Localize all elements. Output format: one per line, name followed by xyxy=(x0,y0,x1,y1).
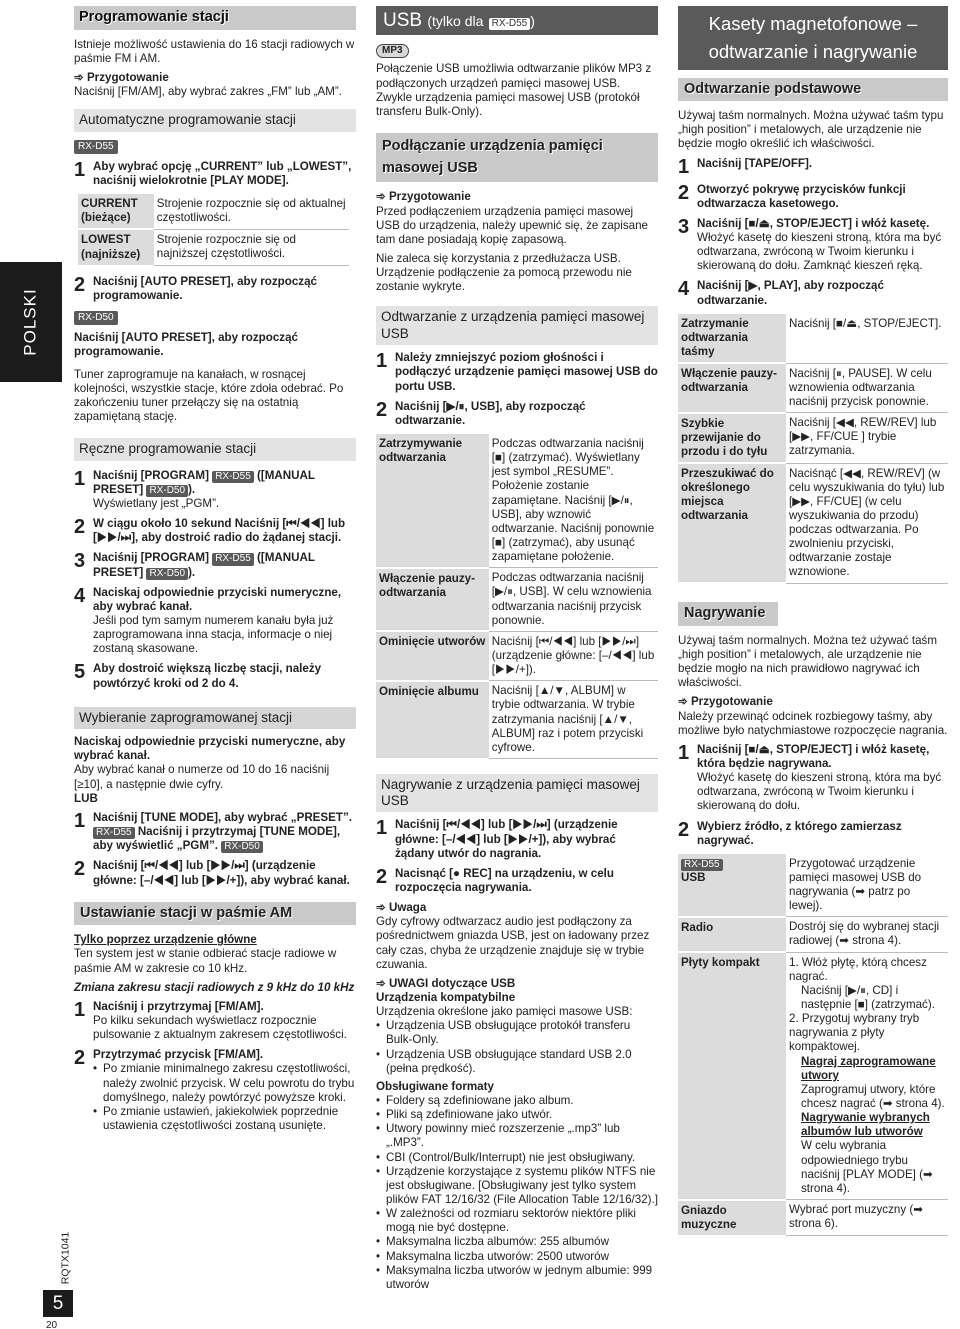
section-title-programowanie: Programowanie stacji xyxy=(74,6,356,30)
step-1: 1 Naciśnij [TAPE/OFF]. xyxy=(678,157,948,177)
step-text: Naciśnij [TUNE MODE], aby wybrać „PRESET”. xyxy=(93,810,352,824)
model-badge: RX-D55 xyxy=(93,827,135,839)
rx50-text: Naciśnij [AUTO PRESET], aby rozpocząć programowanie. xyxy=(74,331,298,359)
table-value: Przygotować urządzenie pamięci masowej USB do nagrywania (➡ patrz po lewej). xyxy=(786,854,948,917)
step-text: Naciśnij [PROGRAM] xyxy=(93,551,209,565)
step-note: Jeśli pod tym samym numerem kanału była już zaprogramowana inna stacja, informacje o niej zostaną skasowane. xyxy=(93,613,334,656)
model-badge: RX-D50 xyxy=(221,841,263,853)
column-2 xyxy=(376,6,658,1296)
model-badge: RX-D55 xyxy=(681,859,723,871)
prep-arrow-icon: ➾ xyxy=(678,695,688,709)
step-4: 4 Naciśnij [▶, PLAY], aby rozpocząć odtwarzanie. xyxy=(678,279,948,307)
step-text: Wybierz źródło, z którego zamierzasz nagrywać. xyxy=(697,819,902,847)
model-badge: RX-D55 xyxy=(489,18,531,30)
format-title: Obsługiwane formaty xyxy=(376,1079,494,1093)
notes-block xyxy=(376,977,658,991)
table-key: Włączenie pauzy-odtwarzania xyxy=(678,363,786,412)
prep-label: Przygotowanie xyxy=(388,190,471,204)
am-title: Ustawianie stacji w paśmie AM xyxy=(74,902,356,926)
prep-arrow-icon: ➾ xyxy=(74,70,84,84)
language-label: POLSKI xyxy=(20,288,40,356)
select-text: Aby wybrać kanał o numerze od 10 do 16 naciśnij [≥10], a następnie dwie cyfry. xyxy=(74,763,330,791)
note-arrow-icon: ➾ xyxy=(376,976,386,990)
step-text: ([MANUAL PRESET] xyxy=(93,551,315,579)
rec-usb-title: Nagrywanie z urządzenia pamięci masowej USB xyxy=(376,774,658,813)
play-title: Odtwarzanie z urządzenia pamięci masowej USB xyxy=(376,306,658,345)
step-text: Otworzyć pokrywę przycisków funkcji odtwarzacza kasetowego. xyxy=(697,182,906,210)
step-text: Naciśnij i przytrzymaj [FM/AM]. xyxy=(93,999,264,1013)
list-item: • Po zmianie minimalnego zakresu częstotliwości, należy zwolnić przycisk. W celu powrotu do trybu domyślnego, należy powtórzyć powyższe kroki. xyxy=(93,1062,356,1104)
list-item: 2. Przygotuj wybrany tryb nagrywania z płyty kompaktowej. xyxy=(789,1012,920,1054)
table-key: Przeszukiwać do określonego miejsca odtwarzania xyxy=(678,463,786,583)
list-item: 1. Włóż płytę, którą chcesz nagrać. xyxy=(789,955,927,983)
table-row xyxy=(678,854,948,917)
auto-note: Tuner zaprogramuje na kanałach, w rosnącej kolejności, wszystkie stacje, które zdoła odebrać. Po zakończeniu tuner przełączy się na ostatnią zapamiętaną stację. xyxy=(74,367,344,423)
step-text: W ciągu około 10 sekund Naciśnij [⏮/◀◀] lub [▶▶/⏭], aby dostroić radio do żądanej stacji. xyxy=(93,517,346,545)
step-5: 5 Aby dostroić większą liczbę stacji, należy powtórzyć kroki od 2 do 4. xyxy=(74,662,356,690)
model-badge: RX-D55 xyxy=(212,553,254,565)
list-item: • Utwory powinny mieć rozszerzenie „.mp3” lub „.MP3”. xyxy=(376,1122,658,1150)
list-item: • Foldery są zdefiniowane jako album. xyxy=(376,1094,658,1108)
table-value: Strojenie rozpocznie się od aktualnej częstotliwości. xyxy=(154,194,349,229)
list-item: • Maksymalna liczba utworów w jednym albumie: 999 utworów xyxy=(376,1264,658,1292)
table-key: Zatrzymywanie odtwarzania xyxy=(376,434,489,568)
step-2: 2 Naciśnij [AUTO PRESET], aby rozpocząć programowanie. xyxy=(74,275,356,303)
step-text: Naciskaj odpowiednie przyciski numeryczne, aby wybrać kanał. xyxy=(93,585,342,613)
source-table xyxy=(678,854,948,1237)
or-label: LUB xyxy=(74,791,98,805)
page-number: 5 xyxy=(43,1290,73,1317)
table-value: Naciśnij [▲/▼, ALBUM] w trybie odtwarzania. W trybie zatrzymania naciśnij [▲/▼, ALBUM] raz i potem przyciski cyfrowe. xyxy=(489,681,658,759)
step-text: Naciśnij [AUTO PRESET], aby rozpocząć programowanie. xyxy=(93,274,317,302)
select-title: Wybieranie zaprogramowanej stacji xyxy=(74,707,356,729)
list-item: • Pliki są zdefiniowane jako utwór. xyxy=(376,1108,658,1122)
prep-text: Należy przewinąć odcinek rozbiegowy taśmy, aby możliwe było natychmiastowe rozpoczęcie nagrania. xyxy=(678,709,948,737)
usb-title xyxy=(376,6,658,35)
step-2: 2 Otworzyć pokrywę przycisków funkcji odtwarzacza kasetowego. xyxy=(678,183,948,211)
prep-block xyxy=(376,190,658,204)
step-text: ([MANUAL PRESET] xyxy=(93,468,315,496)
table-value: Naciśnij [⏸, PAUSE]. W celu wznowienia odtwarzania naciśnij przycisk ponownie. xyxy=(786,363,948,412)
step-2: 2 Nacisnąć [● REC] na urządzeniu, w celu rozpoczęcia nagrywania. xyxy=(376,867,658,895)
mp3-badge: MP3 xyxy=(376,44,409,58)
table-value: Naciśnij [◀◀, REW/REV] lub [▶▶, FF/CUE ] trybie zatrzymania. xyxy=(786,413,948,463)
step-note: Wyświetlany jest „PGM”. xyxy=(93,496,220,510)
step-text: Naciśnij [▶/⏸, USB], aby rozpocząć odtwarzanie. xyxy=(395,399,586,427)
step-text: Naciśnij [▶, PLAY], aby rozpocząć odtwarzanie. xyxy=(697,279,884,307)
step-text: Naciśnij [■/⏏, STOP/EJECT] i włóż kasetę. xyxy=(697,216,930,230)
step-note: Włożyć kasetę do kieszeni stroną, która ma być odtwarzana, zwróconą w Twoim kierunku i skierowaną do dołu. xyxy=(697,771,942,813)
step-text: Należy zmniejszyć poziom głośności i podłączyć urządzenie pamięci masowej USB do portu USB. xyxy=(395,351,658,393)
usb-title-sub: (tylko dla xyxy=(427,13,484,29)
table-key: LOWEST (najniższe) xyxy=(78,229,154,265)
auto-table xyxy=(78,194,349,267)
language-tab xyxy=(0,262,62,382)
step-2: 2 Wybierz źródło, z którego zamierzasz nagrywać. xyxy=(678,820,948,848)
table-row xyxy=(678,463,948,583)
step-2: 2 W ciągu około 10 sekund Naciśnij [⏮/◀◀] lub [▶▶/⏭], aby dostroić radio do żądanej stacji. xyxy=(74,517,356,545)
table-row xyxy=(376,434,658,568)
list-item-text: Włóż płytę, którą chcesz nagrać. xyxy=(789,955,927,983)
step-text: Naciśnij [PROGRAM] xyxy=(93,468,209,482)
list-item-text: Naciśnij [▶/⏸, CD] i następnie [■] (zatrzymać). xyxy=(801,983,935,1012)
column-1 xyxy=(74,6,356,1143)
format-list xyxy=(376,1094,658,1292)
prep-block xyxy=(74,71,356,85)
usb-intro: Połączenie USB umożliwia odtwarzanie plików MP3 z podłączonych urządzeń pamięci masowej USB. Zwykle urządzenia pamięci masowej USB (protokół transferu Bulk-Only). xyxy=(376,62,652,118)
sub-text: Zaprogramuj utwory, które chcesz nagrać (➡ strona 4). xyxy=(801,1082,945,1111)
table-row xyxy=(376,681,658,759)
step-3: 3 Naciśnij [■/⏏, STOP/EJECT] i włóż kasetę. Włożyć kasetę do kieszeni stroną, która ma być odtwarzana, zwróconą w Twoim kierunku i skierowaną do dołu. Zamknąć kieszeń ręką. xyxy=(678,217,948,274)
prep-block xyxy=(678,695,948,709)
table-value: Naciśnij [⏮/◀◀] lub [▶▶/⏭] (urządzenie główne: [–/◀◀] lub [▶▶/+]). xyxy=(489,631,658,680)
table-row xyxy=(376,568,658,632)
model-badge: RX-D50 xyxy=(146,568,188,580)
table-row xyxy=(78,194,349,229)
manual-title: Ręczne programowanie stacji xyxy=(74,438,356,460)
model-badge: RX-D50 xyxy=(146,485,188,497)
uwaga-text: Gdy cyfrowy odtwarzacz audio jest podłączony za pośrednictwem gniazda USB, jest on ładowany przez cały czas, chyba że urządzenie znajduje się w trybie czuwania. xyxy=(376,915,650,971)
basic-table xyxy=(678,314,948,584)
notes-label: UWAGI dotyczące USB xyxy=(388,976,516,990)
table-row xyxy=(678,314,948,363)
step-text: Naciśnij [■/⏏, STOP/EJECT] i włóż kasetę, która będzie nagrywana. xyxy=(697,742,930,770)
step-1: 1 Należy zmniejszyć poziom głośności i podłączyć urządzenie pamięci masowej USB do portu USB. xyxy=(376,350,658,393)
step-1: 1 Naciśnij i przytrzymaj [FM/AM]. Po kilku sekundach wyświetlacz rozpocznie pulsowanie z aktualnym zakresem częstotliwości. xyxy=(74,1000,356,1042)
sub-title: Nagrywanie wybranych albumów lub utworów xyxy=(801,1111,930,1139)
list-item: • Po zmianie ustawień, jakiekolwiek poprzednie ustawienia częstotliwości zostaną usunięte. xyxy=(93,1105,356,1133)
list-item: • W zależności od rozmiaru sektorów niektóre pliki mogą nie być dostępne. xyxy=(376,1207,658,1235)
cassette-title: Kasety magnetofonowe – odtwarzanie i nagrywanie xyxy=(678,6,948,70)
prep-text: Naciśnij [FM/AM], aby wybrać zakres „FM” lub „AM”. xyxy=(74,85,342,99)
list-item: • Maksymalna liczba albumów: 255 albumów xyxy=(376,1235,658,1249)
basic-intro: Używaj taśm normalnych. Można używać taśm typu „high position” i metalowych, ale urządzenie nie będzie mogło określić ich właściwości. xyxy=(678,109,944,151)
step-text: Naciśnij i przytrzymaj [TUNE MODE], aby wyświetlić „PGM”. xyxy=(93,825,341,853)
compat-title: Urządzenia kompatybilne xyxy=(376,990,516,1004)
table-value: Dostrój się do wybranej stacji radiowej (➡ strona 4). xyxy=(786,917,948,952)
list-item: • Urządzenia USB obsługujące protokół transferu Bulk-Only. xyxy=(376,1019,658,1047)
table-value: Podczas odtwarzania naciśnij [■] (zatrzymać). Wyświetlany jest symbol „RESUME”. Położenie zostanie zapamiętane. Naciśnij [▶/⏸, USB], aby wznowić odtwarzanie. Naciśnij ponownie [■] (zatrzymać), aby usunąć zapamiętane położenie. xyxy=(489,434,658,568)
intro-text: Istnieje możliwość ustawienia do 16 stacji radiowych w paśmie FM i AM. xyxy=(74,37,355,65)
rec-title: Nagrywanie xyxy=(678,602,778,626)
rec-intro: Używaj taśm normalnych. Można też używać taśm „high position” i metalowych, ale urządzenie nie będzie mogło na nich prawidłowo nagrywać ich właściwości. xyxy=(678,633,938,690)
table-row xyxy=(78,229,349,265)
table-key: Radio xyxy=(678,917,786,952)
step-text: ). xyxy=(188,482,196,496)
step-1: 1 Naciśnij [TUNE MODE], aby wybrać „PRESET”. RX-D55 Naciśnij i przytrzymaj [TUNE MODE], aby wyświetlić „PGM”. RX-D50 xyxy=(74,809,352,853)
table-value xyxy=(786,952,948,1199)
compat-text: Urządzenia określone jako pamięci masowe USB: xyxy=(376,1005,633,1019)
table-row xyxy=(678,952,948,1199)
step-text: Nacisnąć [● REC] na urządzeniu, w celu rozpoczęcia nagrywania. xyxy=(395,866,614,894)
step-note: Po kilku sekundach wyświetlacz rozpocznie pulsowanie z aktualnym zakresem częstotliwości. xyxy=(93,1014,347,1042)
list-item: • Urządzenia USB obsługujące standard USB 2.0 (pełna prędkość). xyxy=(376,1048,658,1076)
table-key xyxy=(678,854,786,917)
model-badge: RX-D50 xyxy=(74,311,118,325)
select-bold: Naciskaj odpowiednie przyciski numeryczne, aby wybrać kanał. xyxy=(74,735,346,763)
am-text: Ten system jest w stanie odbierać stacje radiowe w paśmie AM w zakresie co 10 kHz. xyxy=(74,947,337,975)
table-key: Włączenie pauzy-odtwarzania xyxy=(376,568,489,632)
step-1: 1 Naciśnij [⏮/◀◀] lub [▶▶/⏭] (urządzenie główne: [–/◀◀] lub [▶▶/+]), aby wybrać żądany utwór do nagrania. xyxy=(376,818,658,860)
step-3: 3 Naciśnij [PROGRAM] RX-D55 ([MANUAL PRESET] RX-D50 ). xyxy=(74,550,315,579)
step-2: 2 Naciśnij [▶/⏸, USB], aby rozpocząć odtwarzanie. xyxy=(376,400,658,428)
am-bullets xyxy=(93,1062,356,1133)
table-value: Podczas odtwarzania naciśnij [▶/⏸, USB]. W celu wznowienia odtwarzania naciśnij przycisk ponownie. xyxy=(489,568,658,632)
list-item: • Urządzenie korzystające z systemu plików NTFS nie jest obsługiwane. [Obsługiwany jest tylko system plików FAT 12/16/32 (File Allocation Table 12/16/32).] xyxy=(376,1165,658,1207)
table-row xyxy=(678,1200,948,1236)
doc-code-text: RQTX1041 xyxy=(59,1231,72,1285)
uwaga-block xyxy=(376,901,658,915)
prep-arrow-icon: ➾ xyxy=(376,190,386,204)
step-1: 1 Naciśnij [PROGRAM] RX-D55 ([MANUAL PRESET] RX-D50 ). Wyświetlany jest „PGM”. xyxy=(74,469,356,512)
note-arrow-icon: ➾ xyxy=(376,901,386,915)
usb-title-main: USB xyxy=(383,10,423,31)
step-1: 1 Aby wybrać opcję „CURRENT” lub „LOWEST”, naciśnij wielokrotnie [PLAY MODE]. xyxy=(74,160,356,188)
step-text: Naciśnij [TAPE/OFF]. xyxy=(697,156,813,170)
list-item: • CBI (Control/Bulk/Interrupt) nie jest obsługiwany. xyxy=(376,1151,658,1165)
table-value: Strojenie rozpocznie się od najniższej częstotliwości. xyxy=(154,229,349,265)
step-4: 4 Naciskaj odpowiednie przyciski numeryczne, aby wybrać kanał. Jeśli pod tym samym numerem kanału była już zaprogramowana inna stacja, informacje o niej zostaną skasowane. xyxy=(74,586,356,657)
step-text: Aby wybrać opcję „CURRENT” lub „LOWEST”, naciśnij wielokrotnie [PLAY MODE]. xyxy=(93,159,352,188)
auto-title: Automatyczne programowanie stacji xyxy=(74,109,356,131)
table-key: CURRENT (bieżące) xyxy=(78,194,154,229)
table-row xyxy=(678,413,948,463)
table-row xyxy=(678,917,948,952)
model-badge: RX-D55 xyxy=(74,140,118,154)
step-text: Przytrzymać przycisk [FM/AM]. xyxy=(93,1048,264,1062)
step-2: 2 Przytrzymać przycisk [FM/AM]. • Po zmianie minimalnego zakresu częstotliwości, należy zwolnić przycisk. W celu powrotu do trybu domyślnego, należy powtórzyć powyższe kroki. • Po zmianie ustawień, jakiekolwiek poprzednie ustawienia częstotliwości zostaną usunięte. xyxy=(74,1048,356,1137)
usb-title-close: ) xyxy=(530,13,535,29)
table-key: Płyty kompakt xyxy=(678,952,786,1199)
step-text: Naciśnij [⏮/◀◀] lub [▶▶/⏭] (urządzenie główne: [–/◀◀] lub [▶▶/+]), aby wybrać kanał. xyxy=(93,859,350,887)
column-3 xyxy=(678,6,948,1245)
source-usb-label: USB xyxy=(681,870,706,884)
list-item-text: Przygotuj wybrany tryb nagrywania z płyty kompaktowej. xyxy=(789,1012,920,1054)
step-text: Naciśnij [⏮/◀◀] lub [▶▶/⏭] (urządzenie główne: [–/◀◀] lub [▶▶/+]), aby wybrać żądany utwór do nagrania. xyxy=(395,818,618,860)
table-value: Naciśnąć [◀◀, REW/REV] (w celu wyszukiwania do tyłu) lub [▶▶, FF/CUE] (w celu wyszukiwania do przodu) podczas odtwarzania. Po zwolnieniu przyciski, odtwarzanie zostaje wznowione. xyxy=(786,463,948,583)
conn-note: Nie zaleca się korzystania z przedłużacza USB. Urządzenie podłączenie za pomocą przewodu nie zostanie wykryte. xyxy=(376,251,632,294)
list-item: • Maksymalna liczba utworów: 2500 utworów xyxy=(376,1250,658,1264)
step-note: Włożyć kasetę do kieszeni stroną, która ma być odtwarzana, zwróconą w Twoim kierunku i skierowaną do dołu. Zamknąć kieszeń ręką. xyxy=(697,231,942,273)
table-value: Naciśnij [■/⏏, STOP/EJECT]. xyxy=(786,314,948,363)
conn-title: Podłączanie urządzenia pamięci masowej USB xyxy=(376,133,658,183)
basic-title: Odtwarzanie podstawowe xyxy=(678,78,948,102)
doc-code xyxy=(56,1228,76,1288)
step-2: 2 Naciśnij [⏮/◀◀] lub [▶▶/⏭] (urządzenie główne: [–/◀◀] lub [▶▶/+]), aby wybrać kanał. xyxy=(74,859,356,887)
model-badge: RX-D55 xyxy=(212,471,254,483)
sub-text: W celu wybrania odpowiedniego trybu naciśnij [PLAY MODE] (➡ strona 4). xyxy=(801,1139,933,1195)
prep-text: Przed podłączeniem urządzenia pamięci masowej USB do urządzenia, należy upewnić się, że zapisane tam dane posiadają kopię zapasową. xyxy=(376,204,648,246)
prep-label: Przygotowanie xyxy=(86,70,169,84)
step-text: ). xyxy=(188,565,196,579)
table-key: Ominięcie albumu xyxy=(376,681,489,759)
table-key: Ominięcie utworów xyxy=(376,631,489,680)
table-key: Gniazdo muzyczne xyxy=(678,1200,786,1236)
step-text: Aby dostroić większą liczbę stacji, należy powtórzyć kroki od 2 do 4. xyxy=(93,662,322,690)
sub-title: Nagraj zaprogramowane utwory xyxy=(801,1054,936,1082)
step-1: 1 Naciśnij [■/⏏, STOP/EJECT] i włóż kasetę, która będzie nagrywana. Włożyć kasetę do kieszeni stroną, która ma być odtwarzana, zwróconą w Twoim kierunku i skierowaną do dołu. xyxy=(678,743,948,814)
play-table xyxy=(376,434,658,759)
table-key: Szybkie przewijanie do przodu i do tyłu xyxy=(678,413,786,463)
am-italic: Zmiana zakresu stacji radiowych z 9 kHz do 10 kHz xyxy=(74,980,355,994)
am-subtitle: Tylko poprzez urządzenie główne xyxy=(74,933,257,947)
table-value: Wybrać port muzyczny (➡ strona 6). xyxy=(786,1200,948,1236)
uwaga-label: Uwaga xyxy=(388,901,427,915)
page-number-small: 20 xyxy=(46,1320,58,1329)
table-row xyxy=(678,363,948,412)
prep-label: Przygotowanie xyxy=(690,695,773,709)
compat-list xyxy=(376,1019,658,1076)
table-key: Zatrzymanie odtwarzania taśmy xyxy=(678,314,786,363)
table-row xyxy=(376,631,658,680)
